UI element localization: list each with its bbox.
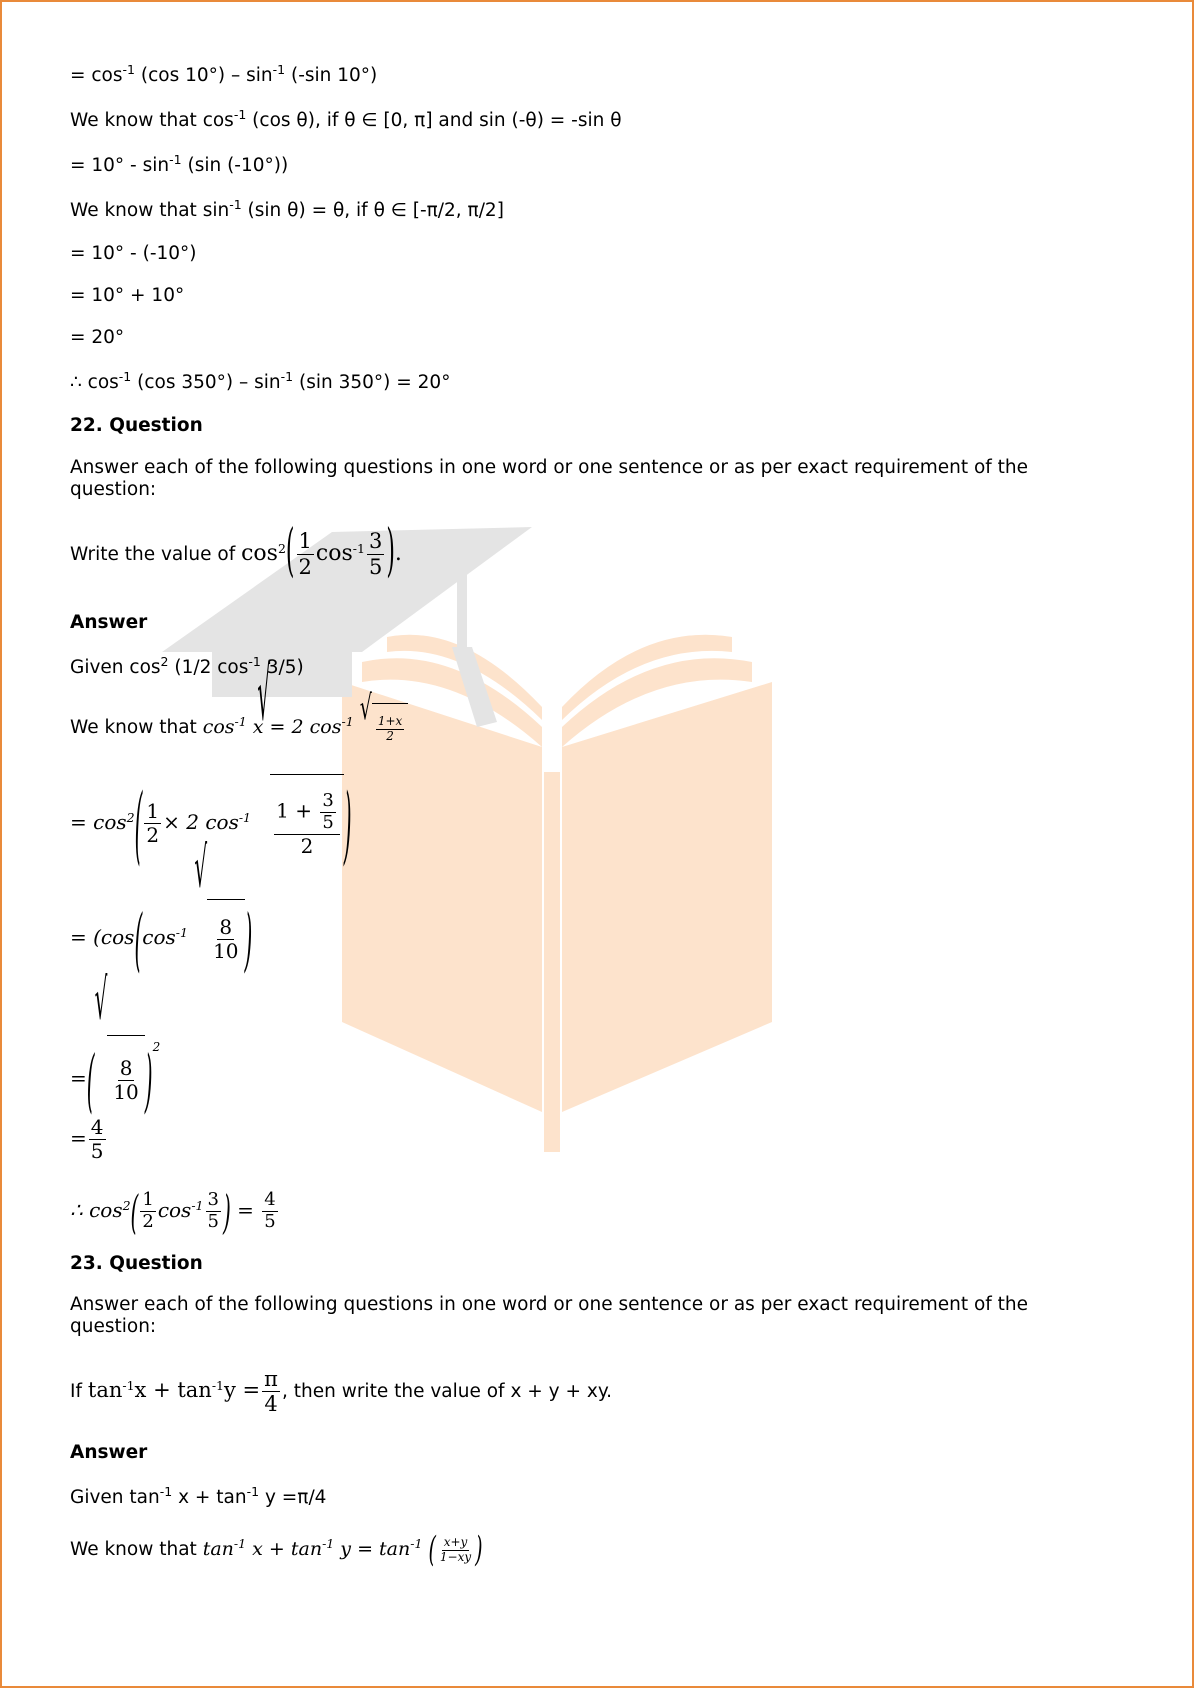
q23-answer-label: Answer	[70, 1442, 148, 1463]
line-7: = 20°	[70, 327, 125, 348]
line-4: We know that $\sin^{-1} (\sin$ θ) = θ, if θ ∈ [-π/2, π/2]	[70, 197, 504, 221]
q22-instruction: Answer each of the following questions in one word or one sentence or as per exact requirement of the question:	[70, 457, 1029, 500]
line-5: = 10° - (-10°)	[70, 243, 197, 264]
q22-step-2: = ($\cos(\cos^{-1}$ √ $\frac{8}{10}$ )	[70, 832, 253, 980]
q22-know-expr: $\cos^{-1} x = 2$ $\cos^{-1}$ √ $\frac{1+x}{2}$	[203, 716, 409, 738]
q22-step-1: = $\cos^2$( $\frac{1}{2}$ × 2 $\cos^{-1}$ √ 1 + $\frac{3}{5}$ 2 )	[70, 650, 352, 874]
q23-prompt: If $\tan^{-1}x + \tan^{-1}y$ = $\frac{\pi}{4}$ , then write the value of x + y + xy.	[70, 1366, 613, 1416]
q22-prompt-expr: $\cos^2$( $\frac{1}{2}$ $\cos^{-1}$ $\frac{3}{5}$ ).	[241, 520, 402, 586]
q23-know: We know that $\tan^{-1} x + \tan^{-1} y = \tan^{-1}$ ( $\frac{x+y}{1-xy}$ )	[70, 1530, 483, 1570]
line-8: ∴ $\cos^{-1} (\cos$ $350^\circ) - \sin^{-1} (\sin$ 350°) = 20°	[70, 369, 451, 393]
line-6: = 10° + 10°	[70, 285, 185, 306]
q22-step-5: ∴ $\cos^2$( $\frac{1}{2}$ $\cos^{-1}$ $\frac{3}{5}$ ) = $\frac{4}{5}$	[70, 1183, 276, 1240]
q22-prompt: Write the value of $\cos^2$( $\frac{1}{2}$ $\cos^{-1}$ $\frac{3}{5}$ ).	[70, 520, 402, 586]
q22-given: Given $\cos^2 (1/2$ $\cos^{-1} 3/5$)	[70, 654, 304, 678]
q23-heading: 23. Question	[70, 1253, 203, 1274]
q22-answer-label: Answer	[70, 612, 148, 633]
line-1: = $\cos^{-1} (\cos$ $10^\circ) - \sin^{-1} (-\sin$ 10°)	[70, 62, 378, 86]
line-2: We know that $\cos^{-1} (\cos$ θ), if θ ∈ [0, π] and sin (-θ) = -sin θ	[70, 107, 622, 131]
line-3: = $10^\circ - \sin^{-1} (\sin$ (-10°))	[70, 152, 289, 176]
q22-step-3: =( √ $\frac{8}{10}$ )$^2$	[70, 1002, 160, 1092]
q23-given: Given $\tan^{-1} x + \tan^{-1} y =\pi/4$	[70, 1484, 327, 1508]
q22-know: We know that $\cos^{-1} x = 2$ $\cos^{-1}$ √ $\frac{1+x}{2}$	[70, 702, 408, 752]
q22-step-4: = $\frac{4}{5}$	[70, 1115, 104, 1163]
q22-heading: 22. Question	[70, 415, 203, 436]
q23-instruction: Answer each of the following questions in one word or one sentence or as per exact requirement of the question:	[70, 1294, 1029, 1337]
q23-know-expr: $\tan^{-1} x + \tan^{-1} y = \tan^{-1}$ ( $\frac{x+y}{1-xy}$ )	[202, 1530, 483, 1570]
q23-prompt-expr: $\tan^{-1}x + \tan^{-1}y$ = $\frac{\pi}{4}$	[87, 1366, 278, 1416]
